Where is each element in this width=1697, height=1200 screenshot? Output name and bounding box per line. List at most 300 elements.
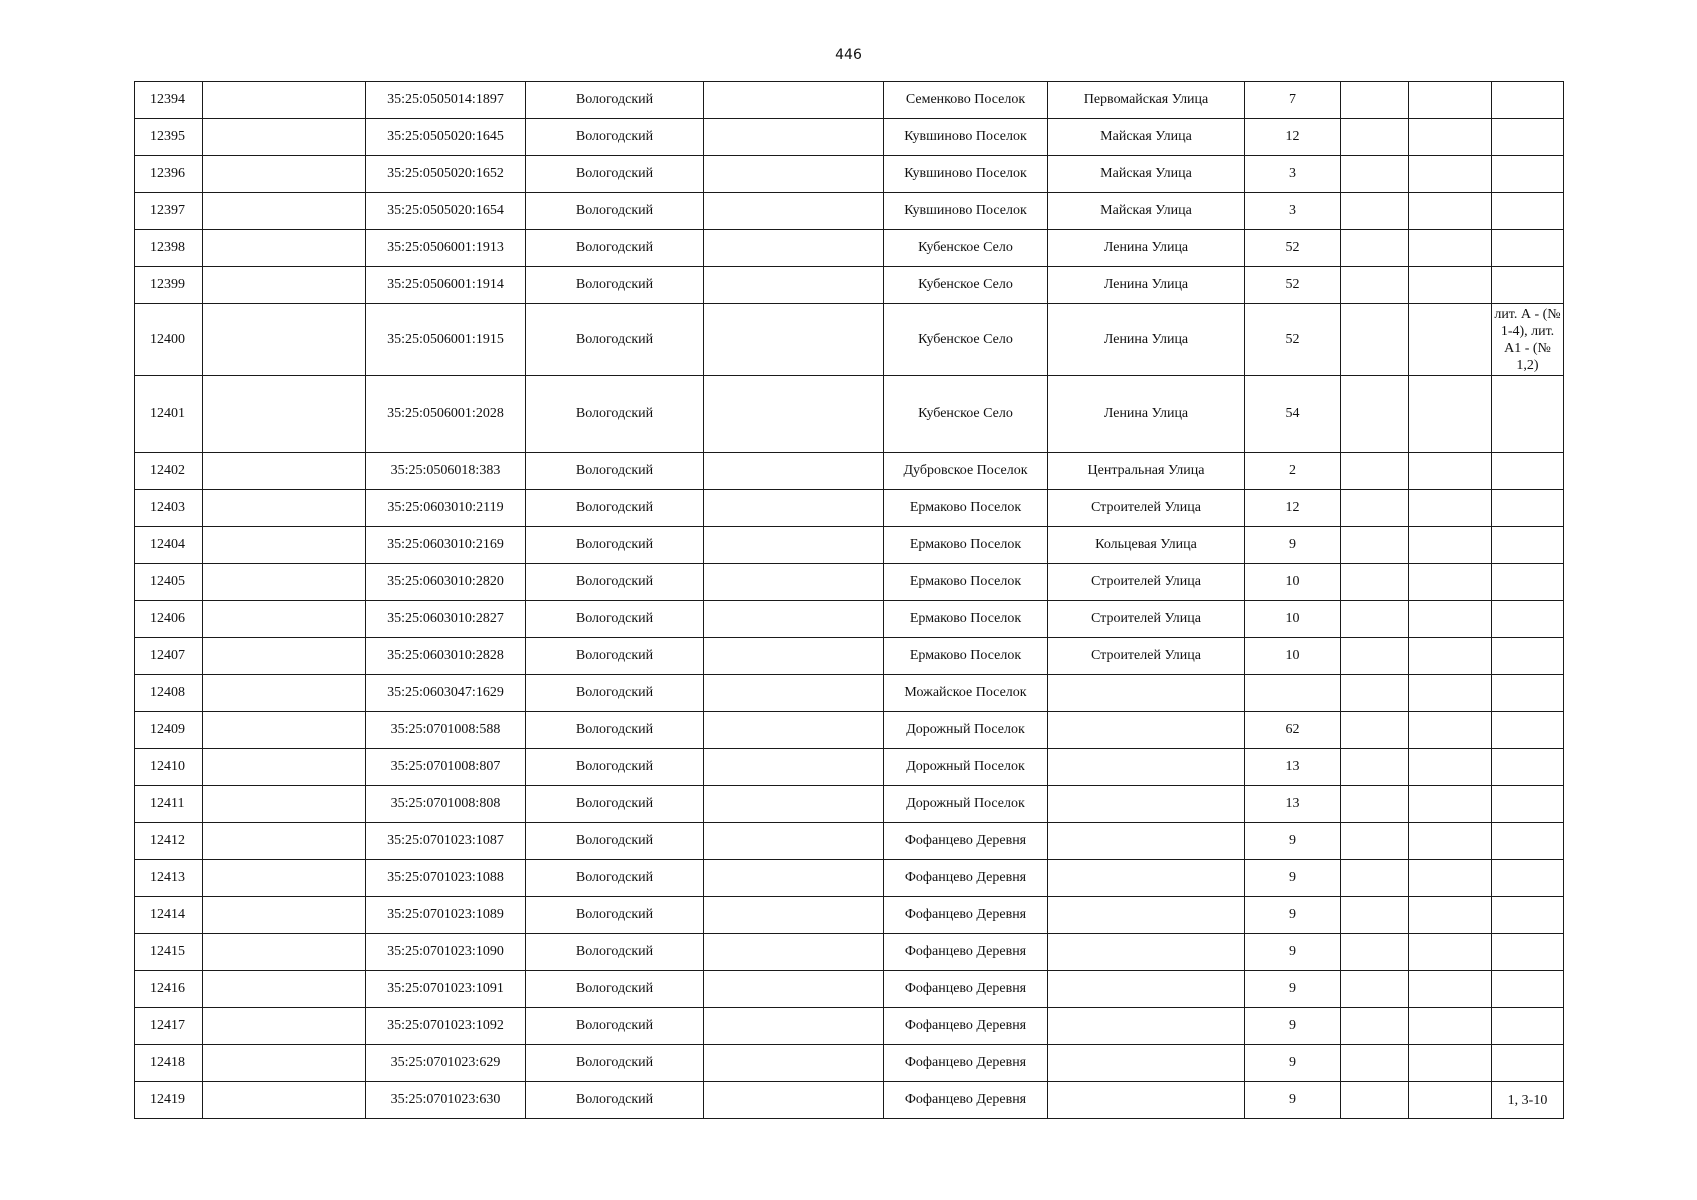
empty-cell (1409, 601, 1492, 638)
district-cell: Вологодский (526, 304, 704, 376)
table-row (135, 823, 1564, 860)
row-number-cell: 12416 (135, 971, 203, 1008)
empty-cell (203, 749, 366, 786)
house-number-cell: 9 (1245, 823, 1341, 860)
table-row (135, 119, 1564, 156)
table-row (135, 230, 1564, 267)
street-cell (1048, 1045, 1245, 1082)
locality-cell: Ермаково Поселок (884, 601, 1048, 638)
street-cell: Ленина Улица (1048, 376, 1245, 453)
table-row (135, 267, 1564, 304)
cadastral-number-cell: 35:25:0505020:1652 (366, 156, 526, 193)
locality-cell: Ермаково Поселок (884, 564, 1048, 601)
row-number-cell: 12415 (135, 934, 203, 971)
empty-cell (1409, 453, 1492, 490)
empty-cell (704, 749, 884, 786)
empty-cell (203, 823, 366, 860)
note-cell (1492, 1008, 1564, 1045)
empty-cell (1341, 897, 1409, 934)
row-number-cell: 12412 (135, 823, 203, 860)
cadastral-number-cell: 35:25:0701023:630 (366, 1082, 526, 1119)
house-number-cell: 12 (1245, 119, 1341, 156)
note-cell (1492, 376, 1564, 453)
note-cell (1492, 638, 1564, 675)
cadastral-number-cell: 35:25:0603047:1629 (366, 675, 526, 712)
empty-cell (203, 860, 366, 897)
page-number: 446 (835, 47, 862, 63)
row-number-cell: 12419 (135, 1082, 203, 1119)
district-cell: Вологодский (526, 786, 704, 823)
district-cell: Вологодский (526, 675, 704, 712)
empty-cell (1341, 376, 1409, 453)
empty-cell (203, 527, 366, 564)
cadastral-number-cell: 35:25:0701023:1092 (366, 1008, 526, 1045)
street-cell (1048, 934, 1245, 971)
row-number-cell: 12411 (135, 786, 203, 823)
street-cell: Майская Улица (1048, 193, 1245, 230)
district-cell: Вологодский (526, 82, 704, 119)
cadastral-number-cell: 35:25:0506001:1914 (366, 267, 526, 304)
empty-cell (1409, 675, 1492, 712)
table-row (135, 156, 1564, 193)
district-cell: Вологодский (526, 564, 704, 601)
empty-cell (203, 453, 366, 490)
empty-cell (1341, 193, 1409, 230)
empty-cell (704, 304, 884, 376)
street-cell (1048, 749, 1245, 786)
street-cell (1048, 897, 1245, 934)
empty-cell (203, 376, 366, 453)
table-row (135, 675, 1564, 712)
empty-cell (1409, 267, 1492, 304)
note-cell (1492, 934, 1564, 971)
empty-cell (1341, 82, 1409, 119)
empty-cell (1341, 786, 1409, 823)
locality-cell: Дорожный Поселок (884, 749, 1048, 786)
cadastral-number-cell: 35:25:0603010:2820 (366, 564, 526, 601)
note-cell (1492, 712, 1564, 749)
empty-cell (203, 564, 366, 601)
row-number-cell: 12406 (135, 601, 203, 638)
street-cell: Кольцевая Улица (1048, 527, 1245, 564)
row-number-cell: 12394 (135, 82, 203, 119)
empty-cell (1409, 823, 1492, 860)
cadastral-number-cell: 35:25:0505014:1897 (366, 82, 526, 119)
empty-cell (1409, 119, 1492, 156)
cadastral-number-cell: 35:25:0701008:588 (366, 712, 526, 749)
empty-cell (1341, 1082, 1409, 1119)
locality-cell: Фофанцево Деревня (884, 1008, 1048, 1045)
district-cell: Вологодский (526, 527, 704, 564)
empty-cell (1341, 267, 1409, 304)
note-cell (1492, 119, 1564, 156)
empty-cell (704, 712, 884, 749)
locality-cell: Фофанцево Деревня (884, 897, 1048, 934)
empty-cell (1341, 934, 1409, 971)
house-number-cell: 54 (1245, 376, 1341, 453)
street-cell: Строителей Улица (1048, 490, 1245, 527)
cadastral-number-cell: 35:25:0701023:1087 (366, 823, 526, 860)
empty-cell (704, 934, 884, 971)
empty-cell (1341, 453, 1409, 490)
registry-table (134, 81, 1564, 1119)
note-cell (1492, 490, 1564, 527)
empty-cell (203, 82, 366, 119)
cadastral-number-cell: 35:25:0701023:1091 (366, 971, 526, 1008)
empty-cell (1341, 971, 1409, 1008)
locality-cell: Фофанцево Деревня (884, 823, 1048, 860)
street-cell (1048, 1008, 1245, 1045)
note-cell (1492, 823, 1564, 860)
empty-cell (1409, 712, 1492, 749)
table-row (135, 1045, 1564, 1082)
empty-cell (203, 1082, 366, 1119)
cadastral-number-cell: 35:25:0603010:2828 (366, 638, 526, 675)
table-row (135, 638, 1564, 675)
cadastral-number-cell: 35:25:0701023:1090 (366, 934, 526, 971)
row-number-cell: 12395 (135, 119, 203, 156)
empty-cell (203, 230, 366, 267)
house-number-cell: 12 (1245, 490, 1341, 527)
locality-cell: Фофанцево Деревня (884, 971, 1048, 1008)
locality-cell: Дубровское Поселок (884, 453, 1048, 490)
house-number-cell: 9 (1245, 1008, 1341, 1045)
locality-cell: Фофанцево Деревня (884, 1082, 1048, 1119)
street-cell (1048, 971, 1245, 1008)
locality-cell: Кубенское Село (884, 376, 1048, 453)
street-cell: Ленина Улица (1048, 230, 1245, 267)
district-cell: Вологодский (526, 601, 704, 638)
empty-cell (203, 786, 366, 823)
locality-cell: Дорожный Поселок (884, 786, 1048, 823)
table-row (135, 934, 1564, 971)
note-cell (1492, 453, 1564, 490)
district-cell: Вологодский (526, 1045, 704, 1082)
note-cell (1492, 1045, 1564, 1082)
district-cell: Вологодский (526, 490, 704, 527)
empty-cell (203, 601, 366, 638)
table-row (135, 601, 1564, 638)
empty-cell (1409, 897, 1492, 934)
street-cell (1048, 823, 1245, 860)
district-cell: Вологодский (526, 1082, 704, 1119)
house-number-cell: 10 (1245, 564, 1341, 601)
row-number-cell: 12418 (135, 1045, 203, 1082)
cadastral-number-cell: 35:25:0701023:1088 (366, 860, 526, 897)
empty-cell (704, 119, 884, 156)
row-number-cell: 12413 (135, 860, 203, 897)
empty-cell (704, 193, 884, 230)
empty-cell (203, 193, 366, 230)
row-number-cell: 12410 (135, 749, 203, 786)
note-cell: лит. А - (№ 1-4), лит. А1 - (№ 1,2) (1492, 304, 1564, 376)
district-cell: Вологодский (526, 453, 704, 490)
empty-cell (704, 897, 884, 934)
district-cell: Вологодский (526, 749, 704, 786)
empty-cell (1409, 156, 1492, 193)
locality-cell: Кубенское Село (884, 304, 1048, 376)
locality-cell: Ермаково Поселок (884, 527, 1048, 564)
empty-cell (704, 564, 884, 601)
house-number-cell: 52 (1245, 267, 1341, 304)
note-cell (1492, 786, 1564, 823)
note-cell (1492, 897, 1564, 934)
street-cell: Центральная Улица (1048, 453, 1245, 490)
empty-cell (704, 1082, 884, 1119)
empty-cell (704, 267, 884, 304)
street-cell (1048, 712, 1245, 749)
empty-cell (1409, 638, 1492, 675)
house-number-cell: 13 (1245, 749, 1341, 786)
street-cell: Строителей Улица (1048, 564, 1245, 601)
house-number-cell: 9 (1245, 971, 1341, 1008)
empty-cell (1341, 749, 1409, 786)
note-cell (1492, 564, 1564, 601)
empty-cell (1409, 527, 1492, 564)
empty-cell (1341, 304, 1409, 376)
table-row (135, 786, 1564, 823)
table-row (135, 971, 1564, 1008)
row-number-cell: 12407 (135, 638, 203, 675)
empty-cell (1341, 230, 1409, 267)
empty-cell (1341, 490, 1409, 527)
house-number-cell: 3 (1245, 193, 1341, 230)
table-row (135, 1082, 1564, 1119)
house-number-cell: 2 (1245, 453, 1341, 490)
street-cell: Ленина Улица (1048, 304, 1245, 376)
empty-cell (704, 527, 884, 564)
district-cell: Вологодский (526, 1008, 704, 1045)
locality-cell: Кубенское Село (884, 230, 1048, 267)
empty-cell (704, 82, 884, 119)
empty-cell (1409, 230, 1492, 267)
table-body (135, 82, 1564, 1119)
empty-cell (203, 971, 366, 1008)
empty-cell (1409, 1045, 1492, 1082)
cadastral-number-cell: 35:25:0506001:1913 (366, 230, 526, 267)
locality-cell: Можайское Поселок (884, 675, 1048, 712)
empty-cell (203, 490, 366, 527)
street-cell: Ленина Улица (1048, 267, 1245, 304)
empty-cell (704, 601, 884, 638)
locality-cell: Фофанцево Деревня (884, 934, 1048, 971)
row-number-cell: 12417 (135, 1008, 203, 1045)
empty-cell (1409, 376, 1492, 453)
empty-cell (203, 934, 366, 971)
cadastral-number-cell: 35:25:0701023:629 (366, 1045, 526, 1082)
note-cell (1492, 749, 1564, 786)
empty-cell (704, 971, 884, 1008)
empty-cell (1341, 675, 1409, 712)
table-row (135, 376, 1564, 453)
locality-cell: Семенково Поселок (884, 82, 1048, 119)
row-number-cell: 12396 (135, 156, 203, 193)
empty-cell (704, 453, 884, 490)
empty-cell (1341, 527, 1409, 564)
district-cell: Вологодский (526, 934, 704, 971)
cadastral-number-cell: 35:25:0603010:2169 (366, 527, 526, 564)
street-cell: Строителей Улица (1048, 638, 1245, 675)
note-cell: 1, 3-10 (1492, 1082, 1564, 1119)
empty-cell (203, 675, 366, 712)
district-cell: Вологодский (526, 971, 704, 1008)
locality-cell: Фофанцево Деревня (884, 1045, 1048, 1082)
street-cell (1048, 675, 1245, 712)
empty-cell (1341, 712, 1409, 749)
note-cell (1492, 267, 1564, 304)
table-row (135, 304, 1564, 376)
empty-cell (1409, 786, 1492, 823)
empty-cell (1409, 749, 1492, 786)
house-number-cell: 9 (1245, 934, 1341, 971)
empty-cell (1341, 564, 1409, 601)
empty-cell (1341, 823, 1409, 860)
note-cell (1492, 156, 1564, 193)
district-cell: Вологодский (526, 193, 704, 230)
empty-cell (1409, 860, 1492, 897)
house-number-cell: 10 (1245, 601, 1341, 638)
house-number-cell: 9 (1245, 860, 1341, 897)
empty-cell (704, 1045, 884, 1082)
locality-cell: Ермаково Поселок (884, 490, 1048, 527)
row-number-cell: 12402 (135, 453, 203, 490)
house-number-cell: 9 (1245, 1082, 1341, 1119)
table-row (135, 82, 1564, 119)
note-cell (1492, 601, 1564, 638)
cadastral-number-cell: 35:25:0506018:383 (366, 453, 526, 490)
empty-cell (203, 1008, 366, 1045)
empty-cell (704, 490, 884, 527)
empty-cell (704, 1008, 884, 1045)
district-cell: Вологодский (526, 712, 704, 749)
row-number-cell: 12397 (135, 193, 203, 230)
empty-cell (1341, 156, 1409, 193)
house-number-cell: 13 (1245, 786, 1341, 823)
table-row (135, 527, 1564, 564)
table-row (135, 897, 1564, 934)
district-cell: Вологодский (526, 156, 704, 193)
row-number-cell: 12404 (135, 527, 203, 564)
district-cell: Вологодский (526, 823, 704, 860)
house-number-cell: 10 (1245, 638, 1341, 675)
cadastral-number-cell: 35:25:0603010:2119 (366, 490, 526, 527)
house-number-cell: 52 (1245, 230, 1341, 267)
table-row (135, 749, 1564, 786)
note-cell (1492, 230, 1564, 267)
street-cell (1048, 860, 1245, 897)
empty-cell (1341, 601, 1409, 638)
empty-cell (1409, 564, 1492, 601)
table-row (135, 712, 1564, 749)
empty-cell (704, 230, 884, 267)
district-cell: Вологодский (526, 897, 704, 934)
empty-cell (1341, 1008, 1409, 1045)
empty-cell (1409, 934, 1492, 971)
locality-cell: Кубенское Село (884, 267, 1048, 304)
house-number-cell: 3 (1245, 156, 1341, 193)
house-number-cell: 52 (1245, 304, 1341, 376)
empty-cell (203, 267, 366, 304)
empty-cell (1341, 638, 1409, 675)
row-number-cell: 12398 (135, 230, 203, 267)
house-number-cell: 62 (1245, 712, 1341, 749)
cadastral-number-cell: 35:25:0603010:2827 (366, 601, 526, 638)
row-number-cell: 12408 (135, 675, 203, 712)
district-cell: Вологодский (526, 267, 704, 304)
locality-cell: Ермаково Поселок (884, 638, 1048, 675)
district-cell: Вологодский (526, 638, 704, 675)
note-cell (1492, 193, 1564, 230)
empty-cell (704, 638, 884, 675)
cadastral-number-cell: 35:25:0506001:2028 (366, 376, 526, 453)
street-cell: Строителей Улица (1048, 601, 1245, 638)
locality-cell: Кувшиново Поселок (884, 193, 1048, 230)
empty-cell (203, 156, 366, 193)
empty-cell (1409, 1008, 1492, 1045)
empty-cell (203, 119, 366, 156)
empty-cell (1409, 193, 1492, 230)
district-cell: Вологодский (526, 119, 704, 156)
empty-cell (704, 376, 884, 453)
row-number-cell: 12409 (135, 712, 203, 749)
note-cell (1492, 527, 1564, 564)
district-cell: Вологодский (526, 376, 704, 453)
street-cell (1048, 786, 1245, 823)
empty-cell (203, 304, 366, 376)
district-cell: Вологодский (526, 230, 704, 267)
note-cell (1492, 971, 1564, 1008)
row-number-cell: 12401 (135, 376, 203, 453)
house-number-cell: 9 (1245, 1045, 1341, 1082)
locality-cell: Дорожный Поселок (884, 712, 1048, 749)
empty-cell (1409, 490, 1492, 527)
empty-cell (1341, 119, 1409, 156)
cadastral-number-cell: 35:25:0701008:807 (366, 749, 526, 786)
empty-cell (1409, 971, 1492, 1008)
empty-cell (1341, 1045, 1409, 1082)
locality-cell: Фофанцево Деревня (884, 860, 1048, 897)
empty-cell (1409, 1082, 1492, 1119)
cadastral-number-cell: 35:25:0701023:1089 (366, 897, 526, 934)
locality-cell: Кувшиново Поселок (884, 156, 1048, 193)
empty-cell (704, 823, 884, 860)
cadastral-number-cell: 35:25:0506001:1915 (366, 304, 526, 376)
note-cell (1492, 675, 1564, 712)
row-number-cell: 12414 (135, 897, 203, 934)
empty-cell (203, 712, 366, 749)
district-cell: Вологодский (526, 860, 704, 897)
house-number-cell: 9 (1245, 897, 1341, 934)
row-number-cell: 12399 (135, 267, 203, 304)
empty-cell (1409, 82, 1492, 119)
row-number-cell: 12400 (135, 304, 203, 376)
empty-cell (704, 675, 884, 712)
street-cell (1048, 1082, 1245, 1119)
cadastral-number-cell: 35:25:0505020:1645 (366, 119, 526, 156)
empty-cell (1409, 304, 1492, 376)
table-row (135, 1008, 1564, 1045)
house-number-cell (1245, 675, 1341, 712)
row-number-cell: 12403 (135, 490, 203, 527)
note-cell (1492, 860, 1564, 897)
empty-cell (704, 860, 884, 897)
street-cell: Майская Улица (1048, 156, 1245, 193)
empty-cell (1341, 860, 1409, 897)
house-number-cell: 7 (1245, 82, 1341, 119)
empty-cell (203, 1045, 366, 1082)
table-row (135, 564, 1564, 601)
street-cell: Первомайская Улица (1048, 82, 1245, 119)
